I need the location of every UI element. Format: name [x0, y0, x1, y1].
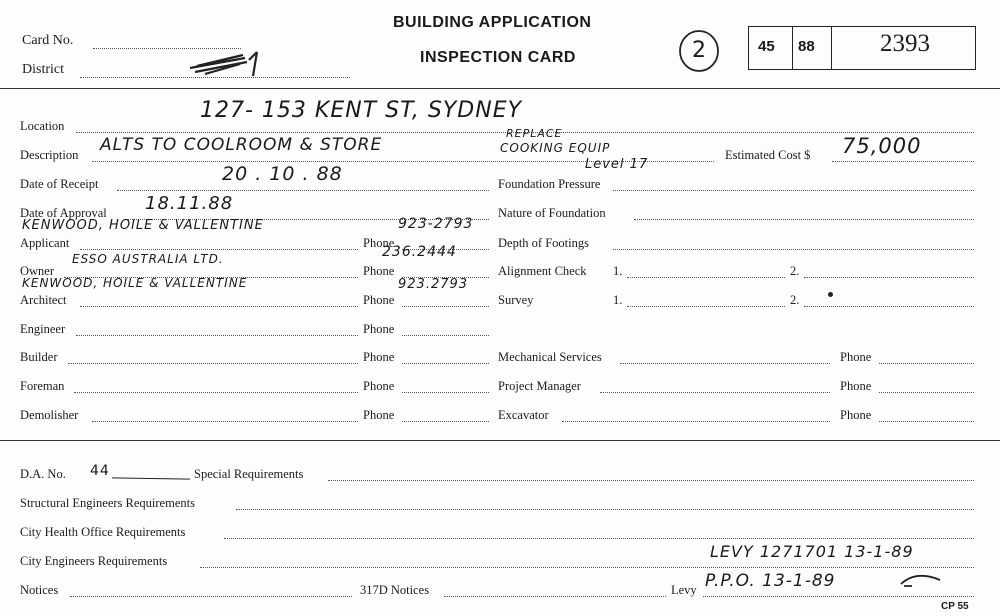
title-line-1: BUILDING APPLICATION: [393, 14, 592, 31]
date-of-approval-value: 18.11.88: [145, 193, 234, 214]
owner-label: Owner: [20, 264, 55, 278]
survey-ink-dot: [828, 292, 833, 297]
survey-2-line: [804, 306, 974, 307]
project-manager-phone-label: Phone: [840, 379, 872, 393]
location-value: 127- 153 KENT ST, SYDNEY: [200, 98, 523, 123]
levy-line: [703, 596, 974, 597]
alignment-check-1-line: [627, 277, 785, 278]
mechanical-services-line: [620, 363, 830, 364]
mechanical-phone-label: Phone: [840, 350, 872, 364]
alignment-check-1-label: 1.: [613, 264, 623, 278]
estimated-cost-line: [832, 161, 974, 162]
city-health-line: [224, 538, 974, 539]
da-no-label: D.A. No.: [20, 467, 66, 481]
architect-value: KENWOOD, HOILE & VALLENTINE: [22, 276, 248, 290]
description-label: Description: [20, 148, 79, 162]
survey-1-label: 1.: [613, 293, 623, 307]
architect-line: [80, 306, 358, 307]
level-value: Level 17: [585, 157, 649, 172]
engineer-phone-label: Phone: [363, 322, 395, 336]
survey-2-label: 2.: [790, 293, 800, 307]
demolisher-line: [92, 421, 358, 422]
estimated-cost-value: 75,000: [842, 134, 922, 158]
owner-value: ESSO AUSTRALIA LTD.: [72, 252, 224, 266]
title-line-2: INSPECTION CARD: [420, 49, 576, 66]
nature-of-foundation-label: Nature of Foundation: [498, 206, 606, 220]
excavator-label: Excavator: [498, 408, 549, 422]
card-number-value: 2393: [880, 30, 930, 57]
architect-phone-value: 923.2793: [398, 277, 469, 292]
demolisher-phone-line: [402, 421, 489, 422]
middle-rule: [0, 440, 1000, 441]
project-manager-phone-line: [879, 392, 974, 393]
nature-of-foundation-line: [634, 219, 974, 220]
architect-phone-line: [402, 306, 489, 307]
foreman-label: Foreman: [20, 379, 65, 393]
notices-317d-label: 317D Notices: [360, 583, 430, 597]
date-of-receipt-line: [117, 190, 489, 191]
engineer-label: Engineer: [20, 322, 66, 336]
engineer-phone-line: [402, 335, 489, 336]
location-label: Location: [20, 119, 65, 133]
district-label: District: [22, 62, 64, 77]
box-a-value: 45: [758, 38, 775, 55]
builder-label: Builder: [20, 350, 58, 364]
excavator-phone-line: [879, 421, 974, 422]
foundation-pressure-line: [613, 190, 974, 191]
date-of-receipt-label: Date of Receipt: [20, 177, 99, 191]
levy-flourish: [898, 568, 944, 592]
district-scribble: [185, 46, 285, 80]
survey-1-line: [627, 306, 785, 307]
header-rule: [0, 88, 1000, 89]
notices-317d-line: [444, 596, 666, 597]
alignment-check-label: Alignment Check: [498, 264, 587, 278]
builder-phone-label: Phone: [363, 350, 395, 364]
box-b-value: 88: [798, 38, 815, 55]
city-health-label: City Health Office Requirements: [20, 525, 186, 539]
architect-phone-label: Phone: [363, 293, 395, 307]
owner-phone-label: Phone: [363, 264, 395, 278]
applicant-label: Applicant: [20, 236, 70, 250]
foreman-phone-line: [402, 392, 489, 393]
excavator-line: [562, 421, 830, 422]
date-of-approval-label: Date of Approval: [20, 206, 107, 220]
box-divider-2: [831, 26, 832, 70]
alignment-check-2-line: [804, 277, 974, 278]
structural-engineers-line: [236, 509, 974, 510]
box-divider-1: [792, 26, 793, 70]
da-no-underline: [112, 477, 190, 479]
alignment-check-2-label: 2.: [790, 264, 800, 278]
applicant-value: KENWOOD, HOILE & VALLENTINE: [22, 218, 264, 233]
applicant-phone-label: Phone: [363, 236, 395, 250]
card-no-label: Card No.: [22, 33, 74, 48]
replace-line-1: REPLACE: [506, 127, 563, 140]
builder-line: [68, 363, 358, 364]
special-requirements-label: Special Requirements: [194, 467, 304, 481]
foreman-line: [74, 392, 358, 393]
city-engineers-value: LEVY 1271701 13-1-89: [710, 542, 914, 561]
excavator-phone-label: Phone: [840, 408, 872, 422]
engineer-line: [76, 335, 358, 336]
depth-of-footings-label: Depth of Footings: [498, 236, 589, 250]
mechanical-phone-line: [879, 363, 974, 364]
mechanical-services-label: Mechanical Services: [498, 350, 602, 364]
levy-value: P.P.O. 13-1-89: [705, 571, 836, 591]
circled-number: 2: [692, 38, 707, 63]
builder-phone-line: [402, 363, 489, 364]
description-value: ALTS TO COOLROOM & STORE: [100, 135, 383, 155]
date-of-receipt-value: 20 . 10 . 88: [222, 163, 343, 185]
owner-phone-value: 236.2444: [382, 244, 457, 260]
applicant-phone-value: 923-2793: [398, 216, 474, 232]
notices-label: Notices: [20, 583, 59, 597]
demolisher-label: Demolisher: [20, 408, 79, 422]
da-no-value: 44: [90, 463, 110, 479]
architect-label: Architect: [20, 293, 67, 307]
form-code: CP 55: [941, 601, 969, 612]
notices-line: [70, 596, 352, 597]
card-number-box: [748, 26, 976, 70]
demolisher-phone-label: Phone: [363, 408, 395, 422]
foundation-pressure-label: Foundation Pressure: [498, 177, 601, 191]
depth-of-footings-line: [613, 249, 974, 250]
project-manager-line: [600, 392, 830, 393]
levy-label: Levy: [671, 583, 697, 597]
structural-engineers-label: Structural Engineers Requirements: [20, 496, 195, 510]
replace-line-2: COOKING EQUIP: [500, 141, 611, 155]
special-requirements-line: [328, 480, 974, 481]
city-engineers-label: City Engineers Requirements: [20, 554, 168, 568]
city-engineers-line: [200, 567, 974, 568]
survey-label: Survey: [498, 293, 534, 307]
foreman-phone-label: Phone: [363, 379, 395, 393]
project-manager-label: Project Manager: [498, 379, 581, 393]
estimated-cost-label: Estimated Cost $: [725, 148, 811, 162]
applicant-line: [80, 249, 358, 250]
